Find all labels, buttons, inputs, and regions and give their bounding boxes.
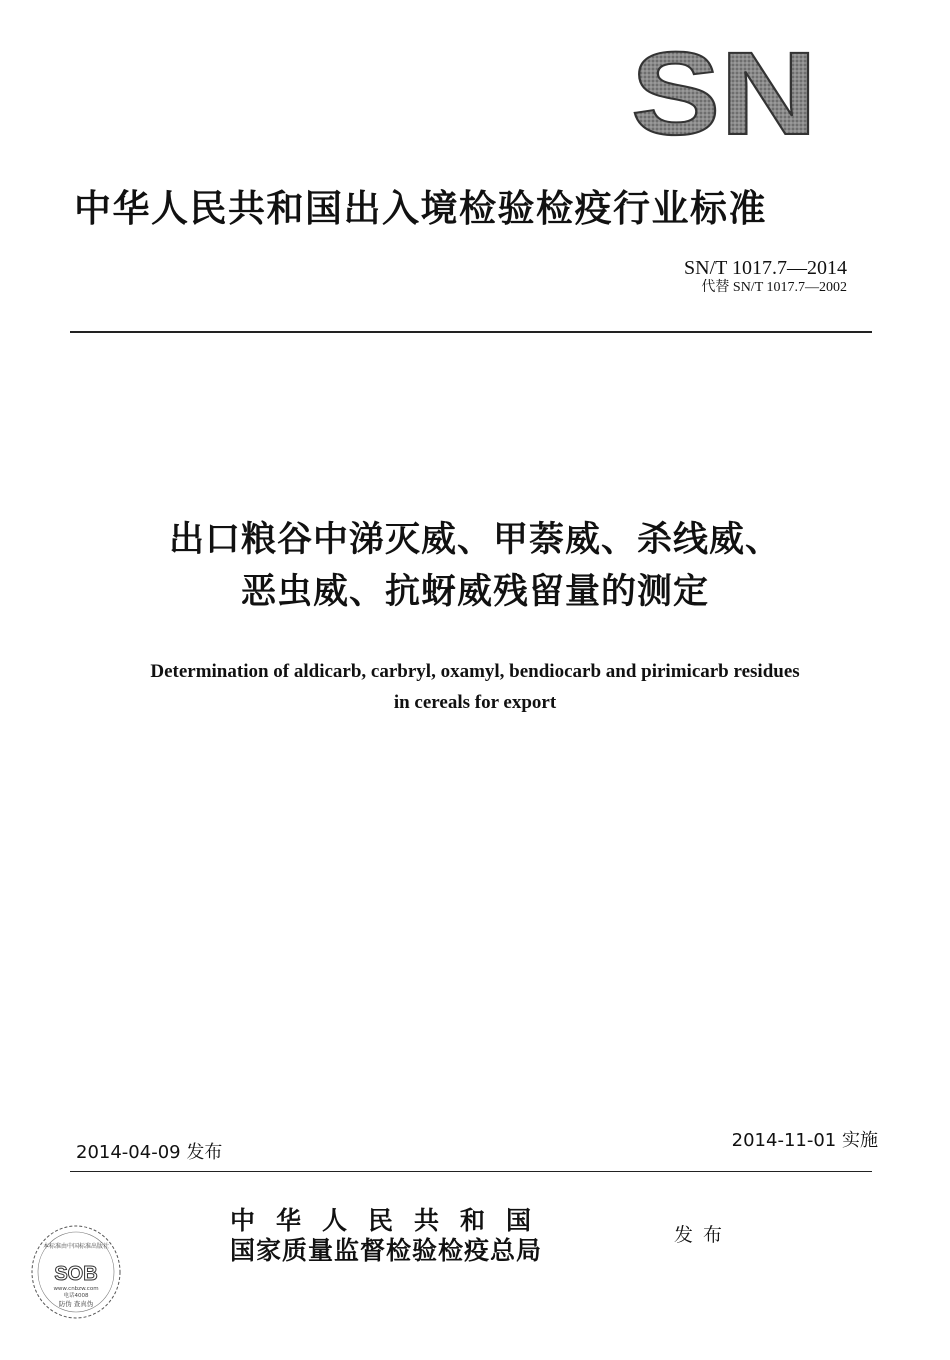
seal-line-1: 本标准由中国标准出版社 xyxy=(42,1243,110,1250)
replaces-standard: 代替 SN/T 1017.7—2002 xyxy=(701,280,847,295)
publish-label: 发布 xyxy=(674,1224,733,1246)
english-title-line-2: in cereals for export xyxy=(393,692,557,713)
english-title xyxy=(0,656,950,718)
chinese-title-line-2: 恶虫威、抗蚜威残留量的测定 xyxy=(240,572,709,612)
org-line-2: 国家质量监督检验检疫总局 xyxy=(230,1236,543,1265)
implementation-date: 2014-11-01 实施 xyxy=(731,1130,878,1151)
issue-date: 2014-04-09 发布 xyxy=(76,1142,223,1163)
seal-line-2: www.cnbzw.com xyxy=(53,1286,99,1292)
footer-divider xyxy=(70,1171,872,1172)
english-title-line-1: Determination of aldicarb, carbryl, oxamyl, bendiocarb and pirimicarb residues xyxy=(150,661,800,682)
seal-center: SOB xyxy=(54,1263,98,1285)
header-divider xyxy=(70,331,872,333)
org-line-1: 中华人民共和国 xyxy=(230,1206,553,1235)
chinese-title-line-1: 出口粮谷中涕灭威、甲萘威、杀线威、 xyxy=(168,520,781,560)
chinese-title xyxy=(0,514,950,618)
standard-number: SN/T 1017.7—2014 xyxy=(684,257,847,279)
seal-line-4: 防伪 查真伪 xyxy=(58,1300,94,1308)
standard-number-block xyxy=(684,256,847,296)
anti-counterfeit-seal xyxy=(28,1222,124,1322)
standard-category-title: 中华人民共和国出入境检验检疫行业标准 xyxy=(74,187,767,230)
sn-logo xyxy=(628,48,820,140)
seal-line-3: 电话4008 xyxy=(63,1293,89,1299)
logo-text: SN xyxy=(631,48,817,140)
issuing-organization xyxy=(230,1206,552,1266)
